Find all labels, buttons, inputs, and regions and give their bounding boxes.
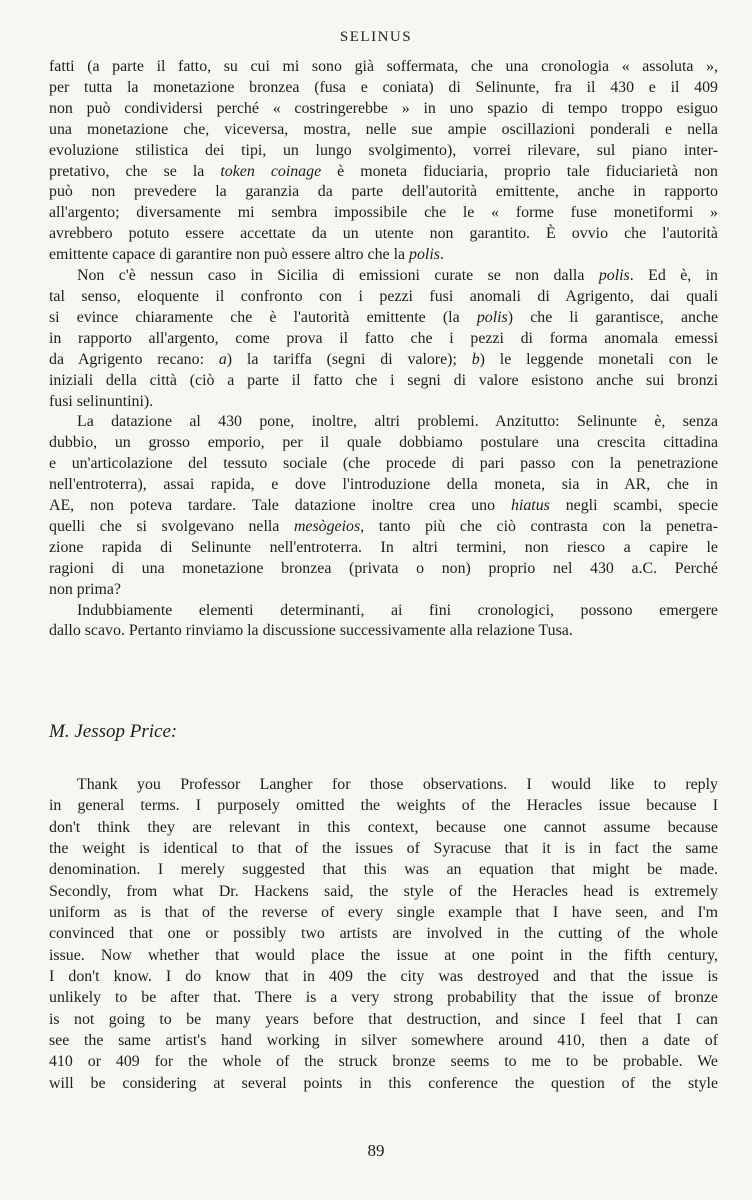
text-run: convinced that one or possibly two artists are involved in the cutting of the whole xyxy=(49,925,718,943)
text-run: fusi selinuntini). xyxy=(49,392,154,410)
italic-term: b xyxy=(471,350,480,368)
text-line xyxy=(49,817,718,838)
text-run: dubbio, un grosso emporio, per il quale dobbiamo postulare una crescita cittadina xyxy=(49,434,718,452)
text-line xyxy=(49,601,718,622)
text-run: ) le leggende monetali con le xyxy=(479,350,718,368)
text-line xyxy=(49,203,718,224)
text-line xyxy=(49,329,718,350)
text-run: emittente capace di garantire non può essere altro che la xyxy=(49,246,410,264)
text-line xyxy=(49,517,718,538)
text-line xyxy=(49,99,718,120)
text-run: uniform as is that of the reverse of every single example that I have seen, and I'm xyxy=(49,904,718,922)
text-run: don't think they are relevant in this context, because one cannot assume because xyxy=(49,818,718,836)
text-run: ) che li garantisce, anche xyxy=(507,308,718,326)
text-run: dallo scavo. Pertanto rinviamo la discussione successivamente alla relazione Tusa. xyxy=(49,622,573,640)
text-run: in general terms. I purposely omitted the weights of the Heracles issue because I xyxy=(49,797,718,815)
text-run: Indubbiamente elementi determinanti, ai fini cronologici, possono emergere xyxy=(77,601,718,619)
text-line xyxy=(49,162,718,183)
text-run: fatti (a parte il fatto, su cui mi sono già soffermata, che una cronologia « assoluta », xyxy=(49,58,718,75)
text-run: AE, non poteva tardare. Tale datazione inoltre crea uno xyxy=(49,497,511,515)
text-run: in rapporto all'argento, come prova il fatto che i pezzi di forma anomala emessi xyxy=(49,329,718,347)
text-run: iniziali della città (ciò a parte il fatto che i segni di valore esistono anche sui bronzi xyxy=(49,371,718,389)
italic-term: hiatus xyxy=(510,497,550,515)
text-run: the weight is identical to that of the issues of Syracuse that it is in fact the same xyxy=(49,840,718,858)
text-run: evoluzione stilistica dei tipi, un lungo svolgimento), vorrei rilevare, sul piano inter- xyxy=(49,141,718,159)
text-run: see the same artist's hand working in silver somewhere around 410, then a date of xyxy=(49,1032,718,1050)
italic-term: polis xyxy=(476,308,508,326)
text-line xyxy=(49,78,718,99)
text-line xyxy=(49,795,718,816)
text-line xyxy=(49,120,718,141)
text-run: denomination. I merely suggested that this was an equation that might be made. xyxy=(49,861,718,879)
text-line xyxy=(49,923,718,944)
text-run: può non prevedere la garanzia da parte dell'autorità emittente, anche in rapporto xyxy=(49,183,718,201)
text-line xyxy=(49,559,718,580)
text-line xyxy=(49,182,718,203)
text-run: è moneta fiduciaria, proprio tale fiduciarietà non xyxy=(321,162,718,180)
text-run: issue. Now whether that would place the issue at one point in the fifth century, xyxy=(49,946,718,964)
text-run: . xyxy=(439,246,444,264)
text-run: tal senso, eloquente il confronto con i pezzi fusi anomali di Agrigento, dai quali xyxy=(49,287,718,305)
text-line xyxy=(49,475,718,496)
text-line xyxy=(49,266,718,287)
text-line xyxy=(49,621,718,642)
text-line xyxy=(49,412,718,433)
text-run: e un'articolazione del tessuto sociale (che procede di pari passo con la penetrazione xyxy=(49,455,718,473)
text-run: da Agrigento recano: xyxy=(49,350,219,368)
text-run: per tutta la monetazione bronzea (fusa e coniata) di Selinunte, fra il 430 e il 409 xyxy=(49,78,718,96)
text-line xyxy=(49,774,718,795)
text-line xyxy=(49,966,718,987)
italic-term: token coinage xyxy=(220,162,322,180)
text-run: non prima? xyxy=(49,580,121,598)
text-line xyxy=(49,371,718,392)
text-run: 410 or 409 for the whole of the struck bronze seems to me to be probable. We xyxy=(49,1053,718,1071)
text-line xyxy=(49,350,718,371)
text-line xyxy=(49,245,718,266)
text-run: I don't know. I do know that in 409 the city was destroyed and that the issue is xyxy=(49,968,718,986)
text-line xyxy=(49,538,718,559)
text-run: all'argento; diversamente mi sembra impossibile che le « forme fuse monetiformi » xyxy=(49,204,718,222)
text-line xyxy=(49,308,718,329)
text-line xyxy=(49,392,718,413)
italian-text-block xyxy=(49,57,718,642)
text-line xyxy=(49,945,718,966)
text-run: negli scambi, specie xyxy=(549,497,718,515)
english-text-block xyxy=(49,774,718,1094)
text-run: zione rapida di Selinunte nell'entroterra. In altri termini, non riesco a capire le xyxy=(49,538,718,556)
text-line xyxy=(49,1009,718,1030)
text-run: pretativo, che se la xyxy=(49,162,221,180)
text-run: ragioni di una monetazione bronzea (privata o non) proprio nel 430 a.C. Perché xyxy=(49,559,718,577)
text-line xyxy=(49,454,718,475)
italic-term: polis xyxy=(598,267,630,285)
text-line xyxy=(49,287,718,308)
text-run: avrebbero potuto essere accettate da un utente non garantito. È ovvio che l'autorità xyxy=(49,225,718,243)
text-line xyxy=(49,1051,718,1072)
running-head: SELINUS xyxy=(339,29,413,45)
text-line xyxy=(49,224,718,245)
speaker-heading: M. Jessop Price: xyxy=(49,721,178,742)
text-run: will be considering at several points in this conference the question of the style xyxy=(49,1074,718,1092)
text-line xyxy=(49,141,718,162)
text-line xyxy=(49,838,718,859)
text-run: . Ed è, in xyxy=(629,267,718,285)
text-line xyxy=(49,1073,718,1094)
text-run: quelli che si svolgevano nella xyxy=(49,517,294,535)
text-line xyxy=(49,580,718,601)
text-run: La datazione al 430 pone, inoltre, altri problemi. Anzitutto: Selinunte è, senza xyxy=(77,413,718,431)
text-run: Thank you Professor Langher for those observations. I would like to reply xyxy=(77,776,718,793)
italic-term: polis xyxy=(409,246,440,264)
text-line xyxy=(49,881,718,902)
text-run: unlikely to be after that. There is a very strong probability that the issue of bronze xyxy=(49,989,718,1007)
text-line xyxy=(49,859,718,880)
text-run: nell'entroterra), assai rapida, e dove l'introduzione della moneta, sia in AR, che in xyxy=(49,476,718,494)
text-run: Secondly, from what Dr. Hackens said, the style of the Heracles head is extremely xyxy=(49,882,718,900)
text-run: is not going to be many years before that destruction, and since I feel that I can xyxy=(49,1010,718,1028)
text-line xyxy=(49,1030,718,1051)
text-run: non può condividersi perché « costringerebbe » in uno spazio di tempo troppo esiguo xyxy=(49,99,718,117)
text-line xyxy=(49,433,718,454)
text-run: tanto più che ciò contrasta con la penetra- xyxy=(364,517,719,535)
text-line xyxy=(49,902,718,923)
text-line xyxy=(49,496,718,517)
text-run: una monetazione che, viceversa, mostra, nelle sue ampie oscillazioni ponderali e nella xyxy=(49,120,718,138)
text-line xyxy=(49,57,718,78)
italic-term: mesògeios, xyxy=(293,517,365,535)
text-run: ) la tariffa (segni di valore); xyxy=(226,350,472,368)
page-number: 89 xyxy=(367,1141,385,1160)
text-run: Non c'è nessun caso in Sicilia di emissioni curate se non dalla xyxy=(77,267,599,285)
text-line xyxy=(49,987,718,1008)
italic-term: a xyxy=(218,350,227,368)
text-run: si evince chiaramente che è l'autorità emittente (la xyxy=(49,308,477,326)
